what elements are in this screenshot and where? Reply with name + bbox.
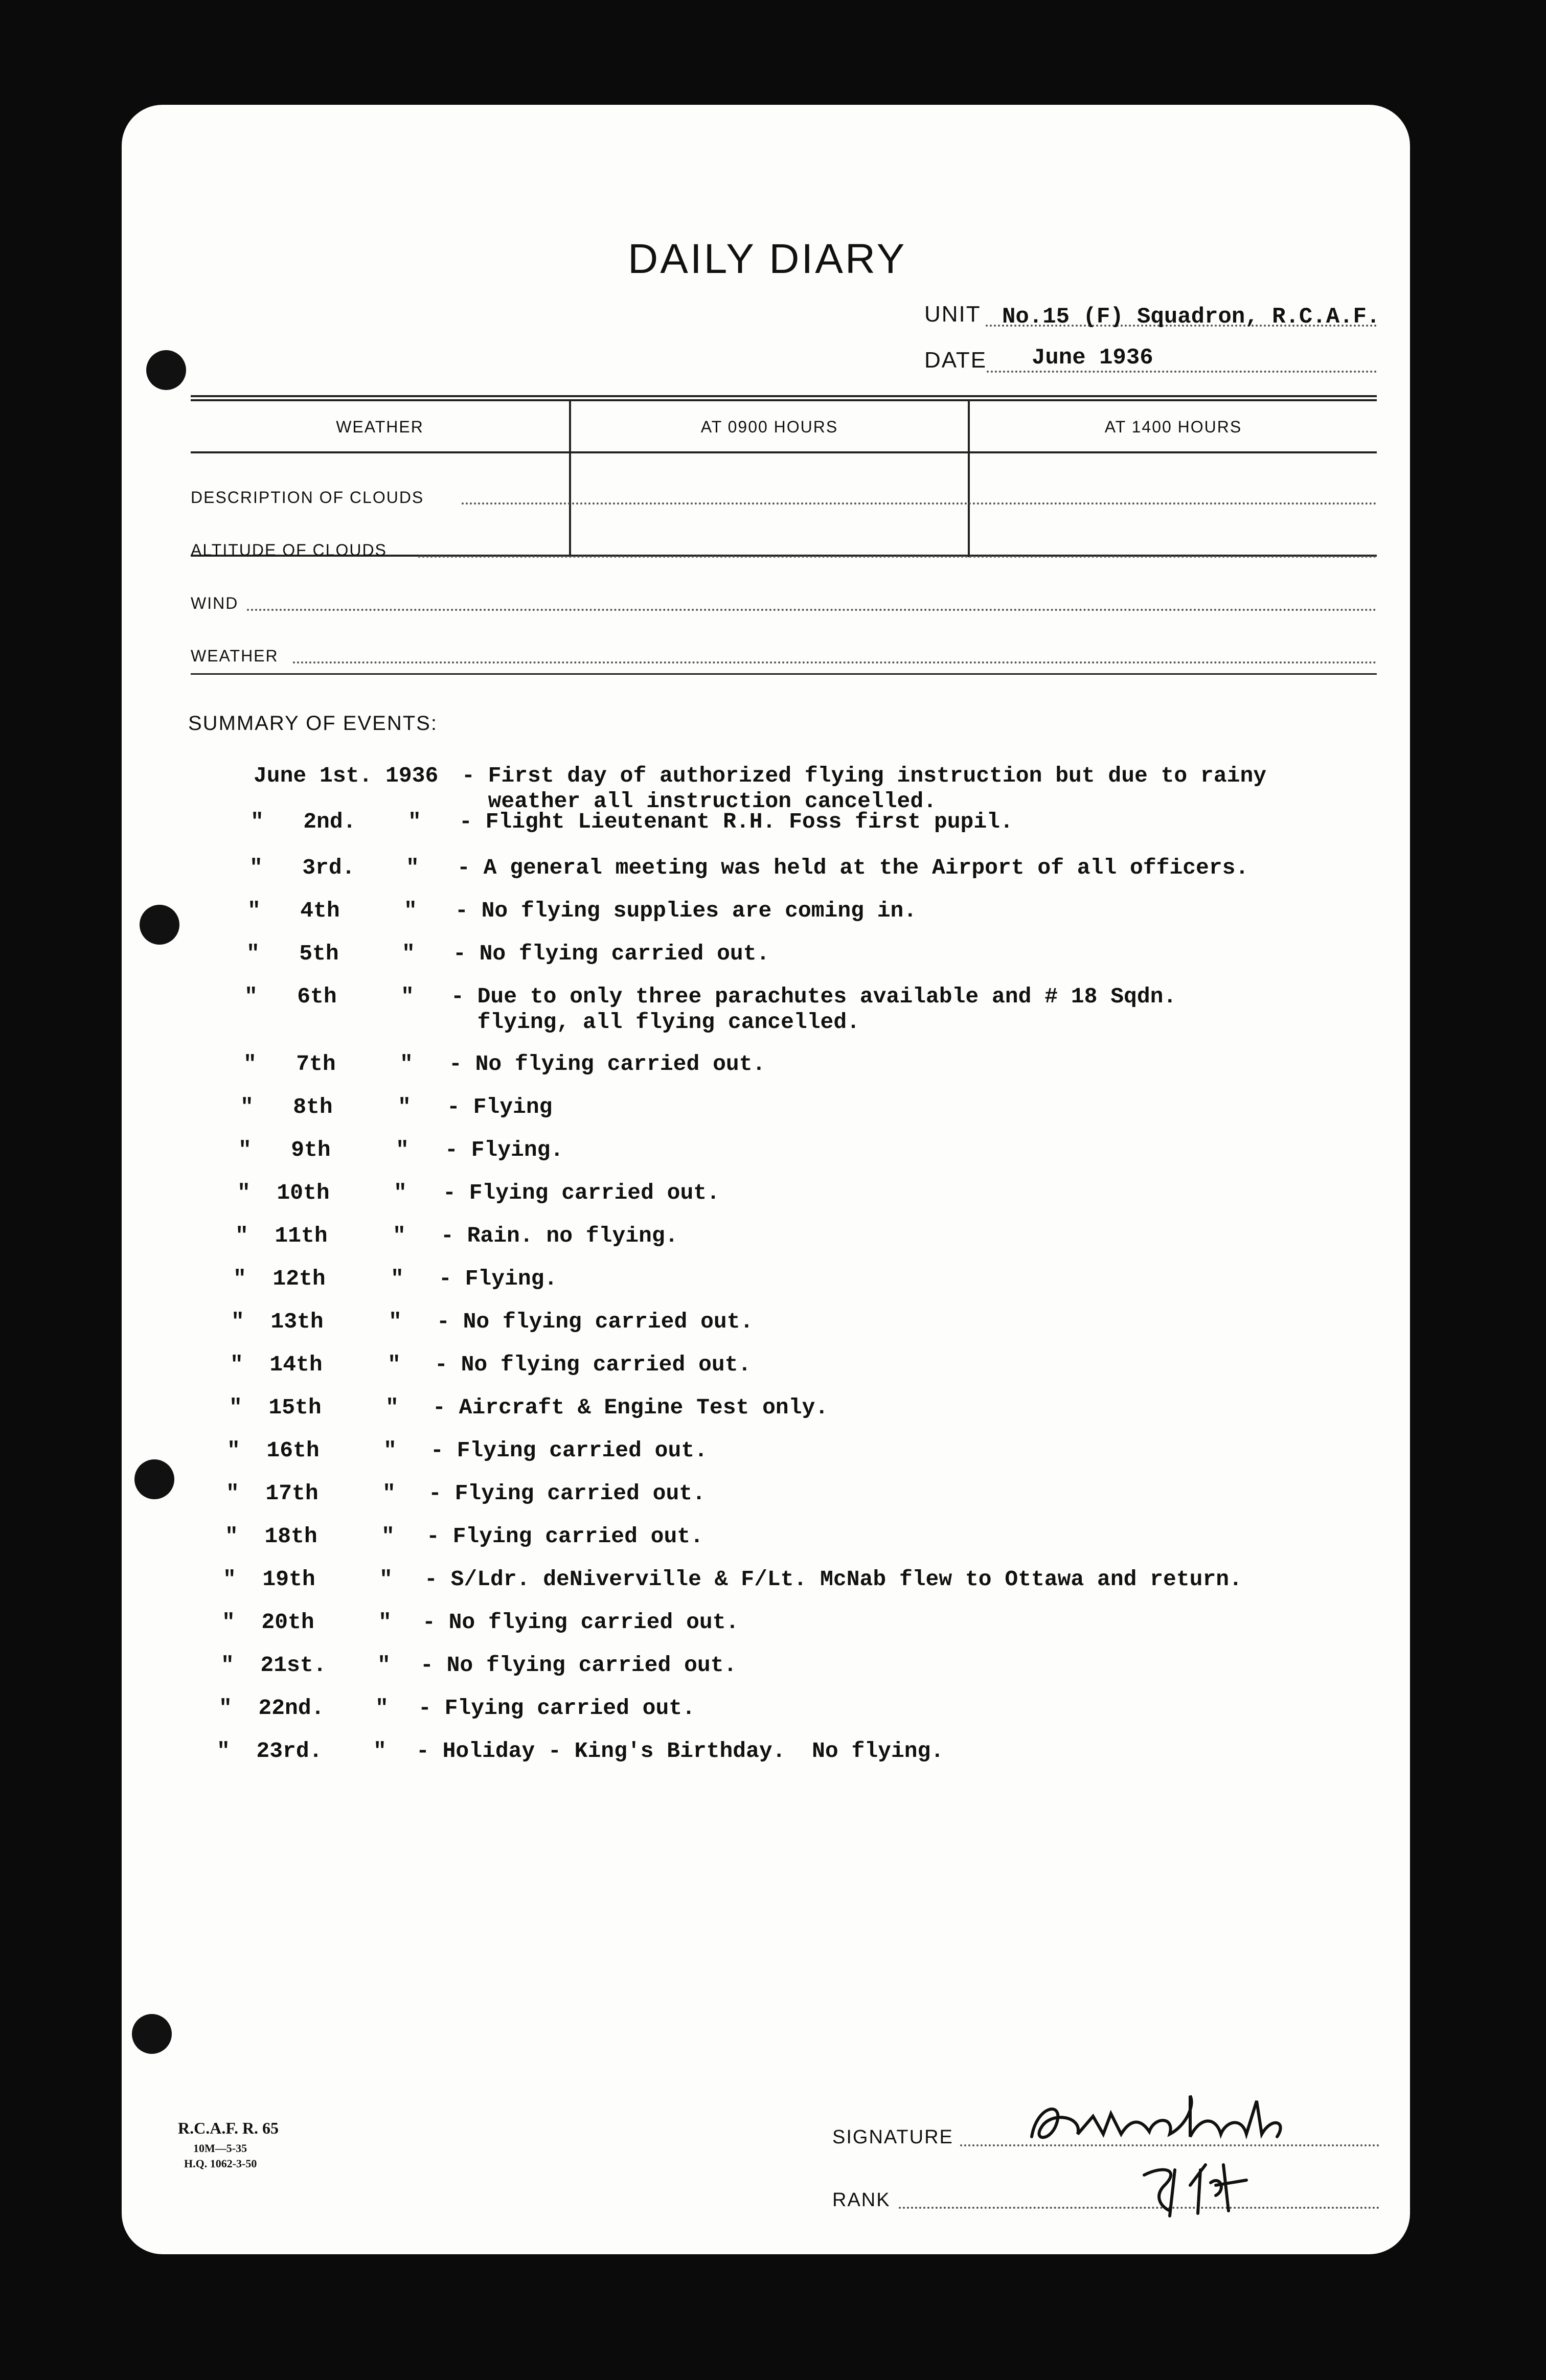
entry-text (435, 1352, 751, 1378)
weather-end-rule (191, 673, 1377, 675)
entry-date: " 16th (227, 1438, 320, 1463)
date-row (924, 348, 987, 373)
entry-text (455, 898, 917, 924)
entry-ditto-mark: " (383, 1438, 397, 1463)
entry-text (424, 1567, 1242, 1592)
entry-date: " 22nd. (219, 1696, 325, 1721)
entry-ditto-mark: " (388, 1352, 401, 1377)
binder-hole-icon (132, 2014, 172, 2054)
entry-text (422, 1610, 739, 1635)
entry-date: " 11th (235, 1223, 328, 1248)
entry-text-line: - No flying carried out. (437, 1309, 754, 1334)
entry-date: " 19th (223, 1567, 315, 1592)
entry-text-line: - S/Ldr. deNiverville & F/Lt. McNab flew to Ottawa and return. (424, 1567, 1242, 1592)
entry-text (439, 1266, 557, 1292)
entry-ditto-mark: " (375, 1696, 389, 1721)
entry-date: " 13th (231, 1309, 324, 1334)
entry-text (457, 855, 1248, 881)
weather-dotted-line (247, 609, 1377, 611)
entry-text (443, 1180, 720, 1206)
clouds-altitude-label: ALTITUDE OF CLOUDS (191, 541, 387, 559)
entry-ditto-mark: " (400, 1051, 413, 1077)
entry-text (437, 1309, 753, 1335)
form-code: R.C.A.F. R. 65 (178, 2119, 279, 2137)
weather-top-rule (191, 395, 1377, 397)
entry-date: " 12th (233, 1266, 326, 1291)
print-code: H.Q. 1062-3-50 (184, 2157, 257, 2170)
entry-text-line: - No flying carried out. (422, 1610, 739, 1635)
form-title: DAILY DIARY (628, 236, 907, 282)
entry-text-line: - Flight Lieutenant R.H. Foss first pupil. (459, 809, 1013, 834)
rank-handwriting-icon (1134, 2155, 1267, 2221)
entry-text-line: weather all instruction cancelled. (462, 789, 937, 814)
entry-text-line: - First day of authorized flying instruction but due to rainy (462, 763, 1267, 788)
entry-date: " 18th (225, 1524, 317, 1549)
binder-hole-icon (140, 905, 179, 945)
entry-date: " 5th (246, 941, 339, 966)
entry-date: " 23rd. (217, 1738, 323, 1764)
entry-text-line: - No flying carried out. (449, 1051, 766, 1077)
entry-text (459, 809, 1013, 835)
entry-text (418, 1696, 695, 1721)
entry-text (430, 1438, 708, 1463)
entry-ditto-mark: " (379, 1567, 393, 1592)
entry-ditto-mark: " (401, 984, 414, 1009)
entry-text-line: - Flying carried out. (426, 1524, 703, 1549)
entry-ditto-mark: " (406, 855, 419, 880)
date-dotted-line (987, 371, 1377, 373)
entry-text-line: - No flying carried out. (420, 1653, 737, 1678)
rank-label: RANK (832, 2189, 891, 2211)
entry-date: " 17th (226, 1481, 319, 1506)
unit-label: UNIT (924, 302, 981, 327)
entry-ditto-mark: " (408, 809, 421, 834)
entry-date: June 1st. 1936 (254, 763, 439, 788)
weather-label: WEATHER (191, 647, 279, 665)
0900-col-header: AT 0900 HOURS (700, 418, 838, 436)
entry-ditto-mark: " (381, 1524, 395, 1549)
entry-text-line: - Flying carried out. (428, 1481, 706, 1506)
entry-text (445, 1137, 563, 1163)
entry-ditto-mark: " (382, 1481, 396, 1506)
entry-text-line: - Rain. no flying. (441, 1223, 678, 1248)
weather-header-rule (191, 451, 1377, 453)
entry-text (453, 941, 769, 967)
weather-dotted-line (462, 502, 1377, 505)
entry-text-line: - Aircraft & Engine Test only. (433, 1395, 829, 1420)
entry-date: " 3rd. (249, 855, 355, 880)
unit-row (924, 302, 981, 327)
entry-text-line: - Flying. (439, 1266, 558, 1291)
entry-text (447, 1094, 552, 1120)
entry-text-line: - Flying carried out. (430, 1438, 708, 1463)
entry-ditto-mark: " (385, 1395, 399, 1420)
weather-dotted-line (418, 556, 1377, 558)
unit-value: No.15 (F) Squadron, R.C.A.F. (1002, 304, 1380, 330)
entry-date: " 20th (222, 1610, 314, 1635)
entry-date: " 8th (240, 1094, 333, 1119)
entry-text (416, 1738, 944, 1764)
signature-handwriting-icon (1021, 2086, 1328, 2152)
entry-text (451, 984, 1176, 1035)
entry-ditto-mark: " (391, 1266, 404, 1291)
entry-ditto-mark: " (393, 1223, 406, 1248)
1400-col-header: AT 1400 HOURS (1104, 418, 1242, 436)
entry-ditto-mark: " (373, 1738, 386, 1764)
entry-ditto-mark: " (404, 898, 417, 923)
entry-ditto-mark: " (396, 1137, 409, 1162)
entry-text-line: - Due to only three parachutes available and # 18 Sqdn. (451, 984, 1177, 1009)
weather-dotted-line (293, 661, 1377, 663)
date-value: June 1936 (1032, 345, 1153, 371)
entry-text (462, 763, 1266, 814)
binder-hole-icon (134, 1459, 174, 1499)
entry-text-line: - Holiday - King's Birthday. No flying. (416, 1738, 944, 1764)
entry-date: " 7th (243, 1051, 336, 1077)
entry-text-line: - Flying. (445, 1137, 564, 1162)
entry-date: " 14th (230, 1352, 323, 1377)
entry-ditto-mark: " (389, 1309, 402, 1334)
entry-date: " 6th (244, 984, 337, 1009)
signature-label: SIGNATURE (832, 2126, 953, 2148)
entry-text (426, 1524, 703, 1549)
date-label: DATE (924, 348, 987, 373)
entry-text (428, 1481, 706, 1506)
weather-top-rule-2 (191, 399, 1377, 401)
entry-ditto-mark: " (377, 1653, 391, 1678)
diary-page (122, 105, 1410, 2254)
entry-text (449, 1051, 765, 1077)
print-code: 10M—5-35 (193, 2142, 247, 2155)
entry-text-line: - No flying supplies are coming in. (455, 898, 917, 923)
entry-text-line: - No flying carried out. (435, 1352, 752, 1377)
binder-hole-icon (146, 350, 186, 390)
entry-date: " 10th (237, 1180, 330, 1205)
entry-ditto-mark: " (402, 941, 415, 966)
weather-col-header: WEATHER (336, 418, 424, 436)
entry-date: " 15th (229, 1395, 322, 1420)
entry-text-line: - Flying carried out. (418, 1696, 695, 1721)
entry-text-line: - Flying carried out. (443, 1180, 720, 1205)
entry-ditto-mark: " (394, 1180, 407, 1205)
entry-date: " 4th (247, 898, 340, 923)
entry-ditto-mark: " (398, 1094, 411, 1119)
entry-date: " 2nd. (251, 809, 356, 834)
entry-date: " 9th (238, 1137, 331, 1162)
entry-text (433, 1395, 828, 1421)
entry-text-line: flying, all flying cancelled. (451, 1010, 860, 1035)
entry-date: " 21st. (221, 1653, 327, 1678)
entry-text-line: - Flying (447, 1094, 553, 1119)
entry-text (420, 1653, 737, 1678)
summary-label: SUMMARY OF EVENTS: (188, 712, 438, 735)
entry-ditto-mark: " (378, 1610, 392, 1635)
entry-text (441, 1223, 678, 1249)
entry-text-line: - No flying carried out. (453, 941, 770, 966)
entry-text-line: - A general meeting was held at the Airport of all officers. (457, 855, 1249, 880)
clouds-description-label: DESCRIPTION OF CLOUDS (191, 488, 424, 507)
wind-label: WIND (191, 594, 239, 612)
